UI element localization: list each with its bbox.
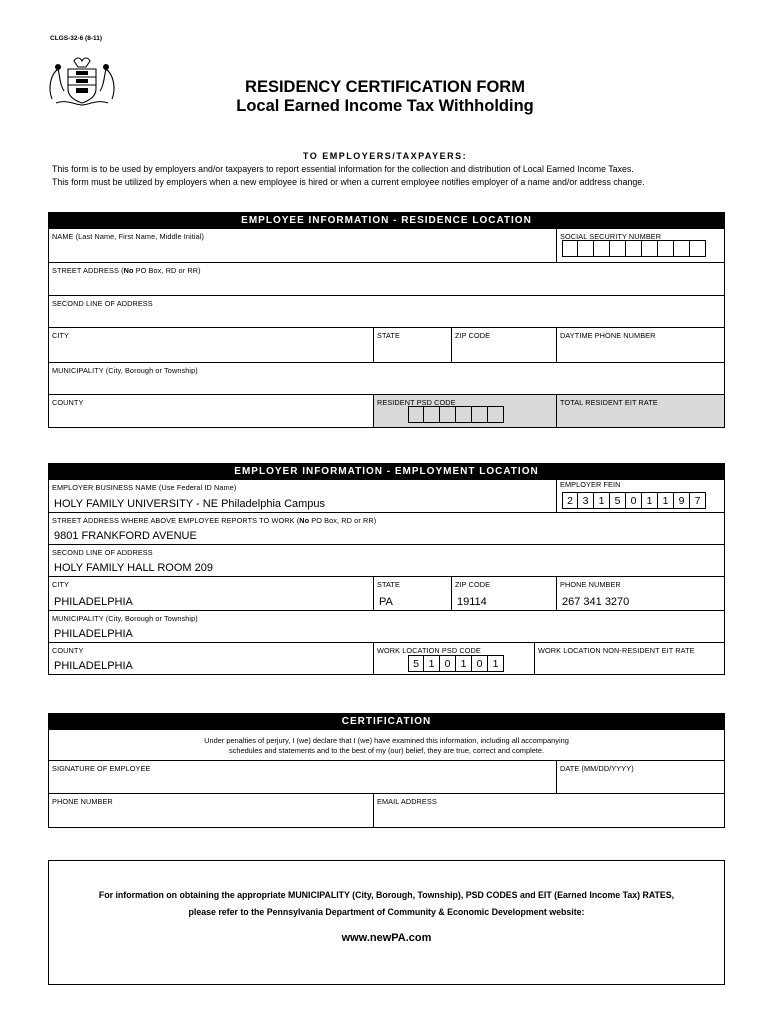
employer-municipality-value: PHILADELPHIA [54, 628, 133, 640]
employee-county-row [49, 394, 724, 427]
cert-phone-label: PHONE NUMBER [52, 797, 113, 806]
email-field[interactable] [373, 794, 724, 827]
footer-line2: please refer to the Pennsylvania Department of Community & Economic Development website: [188, 907, 585, 917]
fein-digit[interactable]: 1 [642, 492, 658, 509]
ssn-box[interactable] [594, 240, 610, 257]
employee-municipality-label: MUNICIPALITY (City, Borough or Township) [52, 366, 198, 375]
employer-business-row [49, 480, 724, 512]
employer-street-row [49, 512, 724, 544]
ssn-box[interactable] [610, 240, 626, 257]
ssn-field[interactable] [556, 229, 724, 262]
employer-municipality-row [49, 610, 724, 642]
employer-municipality-label: MUNICIPALITY (City, Borough or Township) [52, 614, 198, 623]
fein-digit[interactable]: 9 [674, 492, 690, 509]
employer-section-header: EMPLOYER INFORMATION - EMPLOYMENT LOCATION [49, 464, 724, 480]
fein-boxes [562, 492, 706, 509]
work-psd-digit[interactable]: 1 [456, 655, 472, 672]
employee-city-field[interactable] [49, 328, 373, 362]
fein-digit[interactable]: 1 [658, 492, 674, 509]
employer-zip-label: ZIP CODE [455, 580, 491, 589]
work-psd-digit[interactable]: 0 [440, 655, 456, 672]
date-label: DATE (MM/DD/YYYY) [560, 764, 634, 773]
employee-phone-field[interactable] [556, 328, 724, 362]
employer-business-label: EMPLOYER BUSINESS NAME (Use Federal ID Name) [52, 483, 237, 492]
employer-fein-label: EMPLOYER FEIN [560, 480, 621, 489]
employee-city-row [49, 327, 724, 362]
certification-text-line1: Under penalties of perjury, I (we) declare that I (we) have examined this information, including all accompanying [204, 736, 569, 745]
employer-business-value: HOLY FAMILY UNIVERSITY - NE Philadelphia Campus [54, 498, 326, 510]
psd-box[interactable] [472, 406, 488, 423]
employer-zip-value: 19114 [457, 596, 487, 608]
employee-section [48, 212, 725, 428]
employer-county-field[interactable] [49, 643, 373, 674]
work-psd-boxes [408, 655, 504, 672]
intro-text-line2: This form must be utilized by employers when a new employee is hired or when a current employee notifies employer of a name and/or address change. [52, 177, 645, 187]
employee-state-field[interactable] [373, 328, 451, 362]
employee-second-line-label: SECOND LINE OF ADDRESS [52, 299, 153, 308]
resident-eit-field[interactable] [556, 395, 724, 427]
employee-county-field[interactable] [49, 395, 373, 427]
employee-name-label: NAME (Last Name, First Name, Middle Initial) [52, 232, 204, 241]
ssn-box[interactable] [562, 240, 578, 257]
fein-digit[interactable]: 3 [578, 492, 594, 509]
employer-county-row [49, 642, 724, 674]
psd-box[interactable] [424, 406, 440, 423]
employer-street-field[interactable] [49, 513, 724, 544]
fein-digit[interactable]: 1 [594, 492, 610, 509]
date-field[interactable] [556, 761, 724, 793]
employer-state-value: PA [379, 596, 393, 608]
footer-line1: For information on obtaining the appropriate MUNICIPALITY (City, Borough, Township), PSD CODES and EIT (Earned Income Tax) RATES, [98, 890, 675, 900]
ssn-box[interactable] [578, 240, 594, 257]
employer-city-value: PHILADELPHIA [54, 596, 133, 608]
email-label: EMAIL ADDRESS [377, 797, 437, 806]
employer-state-label: STATE [377, 580, 400, 589]
employer-municipality-field[interactable] [49, 611, 724, 642]
contact-row [49, 793, 724, 827]
work-psd-label: WORK LOCATION PSD CODE [377, 646, 481, 655]
fein-digit[interactable]: 0 [626, 492, 642, 509]
signature-label: SIGNATURE OF EMPLOYEE [52, 764, 151, 773]
signature-row [49, 760, 724, 793]
form-id: CLGS-32-6 (8-11) [50, 35, 103, 42]
employer-county-value: PHILADELPHIA [54, 660, 133, 672]
ssn-box[interactable] [642, 240, 658, 257]
employee-street-label: STREET ADDRESS (No PO Box, RD or RR) [52, 266, 201, 275]
form-title: RESIDENCY CERTIFICATION FORM [245, 78, 525, 96]
employer-city-label: CITY [52, 580, 70, 589]
ssn-box[interactable] [690, 240, 706, 257]
employee-second-line-row [49, 295, 724, 327]
fein-digit[interactable]: 5 [610, 492, 626, 509]
fein-digit[interactable]: 2 [562, 492, 578, 509]
employer-section [48, 463, 725, 675]
employee-name-field[interactable] [49, 229, 556, 262]
intro-text-line1: This form is to be used by employers and/or taxpayers to report essential information for the collection and distribution of Local Earned Income Taxes. [52, 164, 634, 174]
employer-second-line-row [49, 544, 724, 576]
employer-second-line-field[interactable] [49, 545, 724, 576]
work-psd-digit[interactable]: 5 [408, 655, 424, 672]
employer-state-field[interactable] [373, 577, 451, 610]
certification-header: CERTIFICATION [49, 714, 724, 730]
cert-phone-field[interactable] [49, 794, 373, 827]
resident-psd-boxes [408, 406, 504, 423]
employee-zip-label: ZIP CODE [455, 331, 491, 340]
employer-city-row [49, 576, 724, 610]
ssn-boxes [562, 240, 706, 257]
footer-text [49, 887, 724, 921]
ssn-box[interactable] [674, 240, 690, 257]
psd-box[interactable] [408, 406, 424, 423]
work-psd-field[interactable] [373, 643, 534, 674]
signature-field[interactable] [49, 761, 556, 793]
employee-second-line-field[interactable] [49, 296, 724, 327]
certification-statement [49, 730, 724, 756]
employee-municipality-field[interactable] [49, 363, 724, 394]
employer-zip-field[interactable] [451, 577, 556, 610]
ssn-box[interactable] [626, 240, 642, 257]
employer-fein-field[interactable] [556, 480, 724, 512]
employer-second-line-label: SECOND LINE OF ADDRESS [52, 548, 153, 557]
employer-city-field[interactable] [49, 577, 373, 610]
employer-phone-value: 267 341 3270 [562, 596, 630, 608]
employee-section-header: EMPLOYEE INFORMATION - RESIDENCE LOCATION [49, 213, 724, 229]
employer-county-label: COUNTY [52, 646, 84, 655]
employer-street-value: 9801 FRANKFORD AVENUE [54, 530, 197, 542]
resident-eit-label: TOTAL RESIDENT EIT RATE [560, 398, 658, 407]
certification-text-line2: schedules and statements and to the best of my (our) belief, they are true, correct and complete. [228, 746, 545, 755]
employee-name-row [49, 229, 724, 262]
employee-zip-field[interactable] [451, 328, 556, 362]
employee-phone-label: DAYTIME PHONE NUMBER [560, 331, 656, 340]
footer-info-box [48, 860, 725, 985]
ssn-label: SOCIAL SECURITY NUMBER [560, 232, 662, 241]
employer-phone-label: PHONE NUMBER [560, 580, 621, 589]
fein-digit[interactable]: 7 [690, 492, 706, 509]
work-psd-digit[interactable]: 0 [472, 655, 488, 672]
psd-box[interactable] [456, 406, 472, 423]
audience-heading: TO EMPLOYERS/TAXPAYERS: [302, 151, 468, 161]
psd-box[interactable] [488, 406, 504, 423]
ssn-box[interactable] [658, 240, 674, 257]
employer-phone-field[interactable] [556, 577, 724, 610]
work-psd-digit[interactable]: 1 [488, 655, 504, 672]
resident-psd-field[interactable] [373, 395, 556, 427]
certification-statement-row [49, 730, 724, 760]
work-psd-digit[interactable]: 1 [424, 655, 440, 672]
employee-city-label: CITY [52, 331, 70, 340]
employer-business-field[interactable] [49, 480, 556, 512]
employee-state-label: STATE [377, 331, 400, 340]
work-eit-field[interactable] [534, 643, 724, 674]
employer-street-label: STREET ADDRESS WHERE ABOVE EMPLOYEE REPORTS TO WORK (No PO Box, RD or RR) [52, 516, 377, 525]
psd-box[interactable] [440, 406, 456, 423]
employer-second-line-value: HOLY FAMILY HALL ROOM 209 [54, 562, 213, 574]
employee-county-label: COUNTY [52, 398, 84, 407]
employee-municipality-row [49, 362, 724, 394]
employee-street-row [49, 262, 724, 295]
employee-street-field[interactable] [49, 263, 724, 295]
certification-section [48, 713, 725, 828]
footer-website-link[interactable]: www.newPA.com [341, 932, 432, 944]
form-subtitle: Local Earned Income Tax Withholding [236, 97, 534, 115]
work-eit-label: WORK LOCATION NON-RESIDENT EIT RATE [538, 646, 695, 655]
resident-psd-label: RESIDENT PSD CODE [377, 398, 456, 407]
